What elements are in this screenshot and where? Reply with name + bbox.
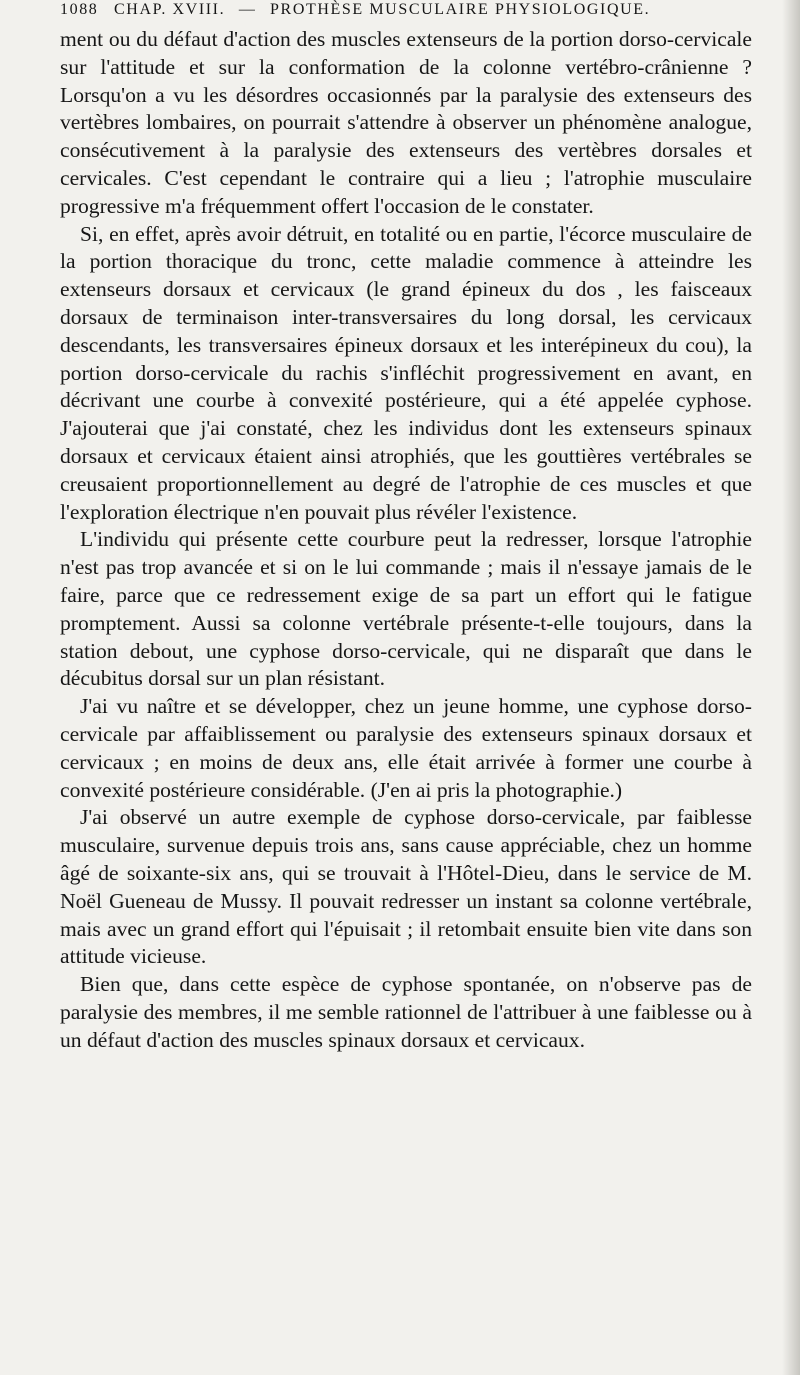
paragraph: L'individu qui présente cette courbure peut la redresser, lorsque l'atrophie n'est pas trop avancée et si on le lui commande ; mais il n'essaye jamais de le faire, parce que ce redressement exige de sa part un effort qui le fatigue promptement. Aussi sa colonne vertébrale présente-t-elle toujours, dans la station debout, une cyphose dorso-cervicale, qui ne disparaît que dans le décubitus dorsal sur un plan résistant. [60,527,752,691]
paragraph: ment ou du défaut d'action des muscles extenseurs de la portion dorso-cervicale sur l'attitude et sur la conformation de la colonne vertébro-crânienne ? Lorsqu'on a vu les désordres occasionnés par la paralysie des extenseurs des vertèbres lombaires, on pourrait s'attendre à observer un phénomène analogue, consécutivement à la paralysie des extenseurs des vertèbres dorsales et cervicales. C'est cependant le contraire qui a lieu ; l'atrophie musculaire progressive m'a fréquemment offert l'occasion de le constater. [60,27,752,218]
chapter-label: CHAP. XVIII. [114,1,226,18]
paragraph: Bien que, dans cette espèce de cyphose spontanée, on n'observe pas de paralysie des membres, il me semble rationnel de l'attribuer à une faiblesse ou à un défaut d'action des muscles spinaux dorsaux et cervicaux. [60,972,752,1052]
page-number: 1088 [60,1,99,18]
running-head-separator: — [238,1,257,18]
paragraph: J'ai vu naître et se développer, chez un jeune homme, une cyphose dorso-cervicale par affaiblissement ou paralysie des extenseurs spinaux dorsaux et cervicaux ; en moins de deux ans, elle était arrivée à former une courbe à convexité postérieure considérable. (J'en ai pris la photographie.) [60,694,752,802]
body-text [60,26,752,1054]
running-head [60,0,750,20]
running-head-title: PROTHÈSE MUSCULAIRE PHYSIOLOGIQUE. [270,1,651,18]
paragraph: Si, en effet, après avoir détruit, en totalité ou en partie, l'écorce musculaire de la portion thoracique du tronc, cette maladie commence à atteindre les extenseurs dorsaux et cervicaux (le grand épineux du dos , les faisceaux dorsaux de terminaison inter-transversaires du long dorsal, les cervicaux descendants, les transversaires épineux dorsaux et les interépineux du cou), la portion dorso-cervicale du rachis s'infléchit progressivement en avant, en décrivant une courbe à convexité postérieure, qui a été appelée cyphose. J'ajouterai que j'ai constaté, chez les individus dont les extenseurs spinaux dorsaux et cervicaux étaient ainsi atrophiés, que les gouttières vertébrales se creusaient proportionnellement au degré de l'atrophie de ces muscles et que l'exploration électrique n'en pouvait plus révéler l'existence. [60,221,752,524]
page-edge-shadow [782,0,800,1375]
paragraph: J'ai observé un autre exemple de cyphose dorso-cervicale, par faiblesse musculaire, survenue depuis trois ans, sans cause appréciable, chez un homme âgé de soixante-six ans, qui se trouvait à l'Hôtel-Dieu, dans le service de M. Noël Gueneau de Mussy. Il pouvait redresser un instant sa colonne vertébrale, mais avec un grand effort qui l'épuisait ; il retombait ensuite bien vite dans son attitude vicieuse. [60,805,752,969]
